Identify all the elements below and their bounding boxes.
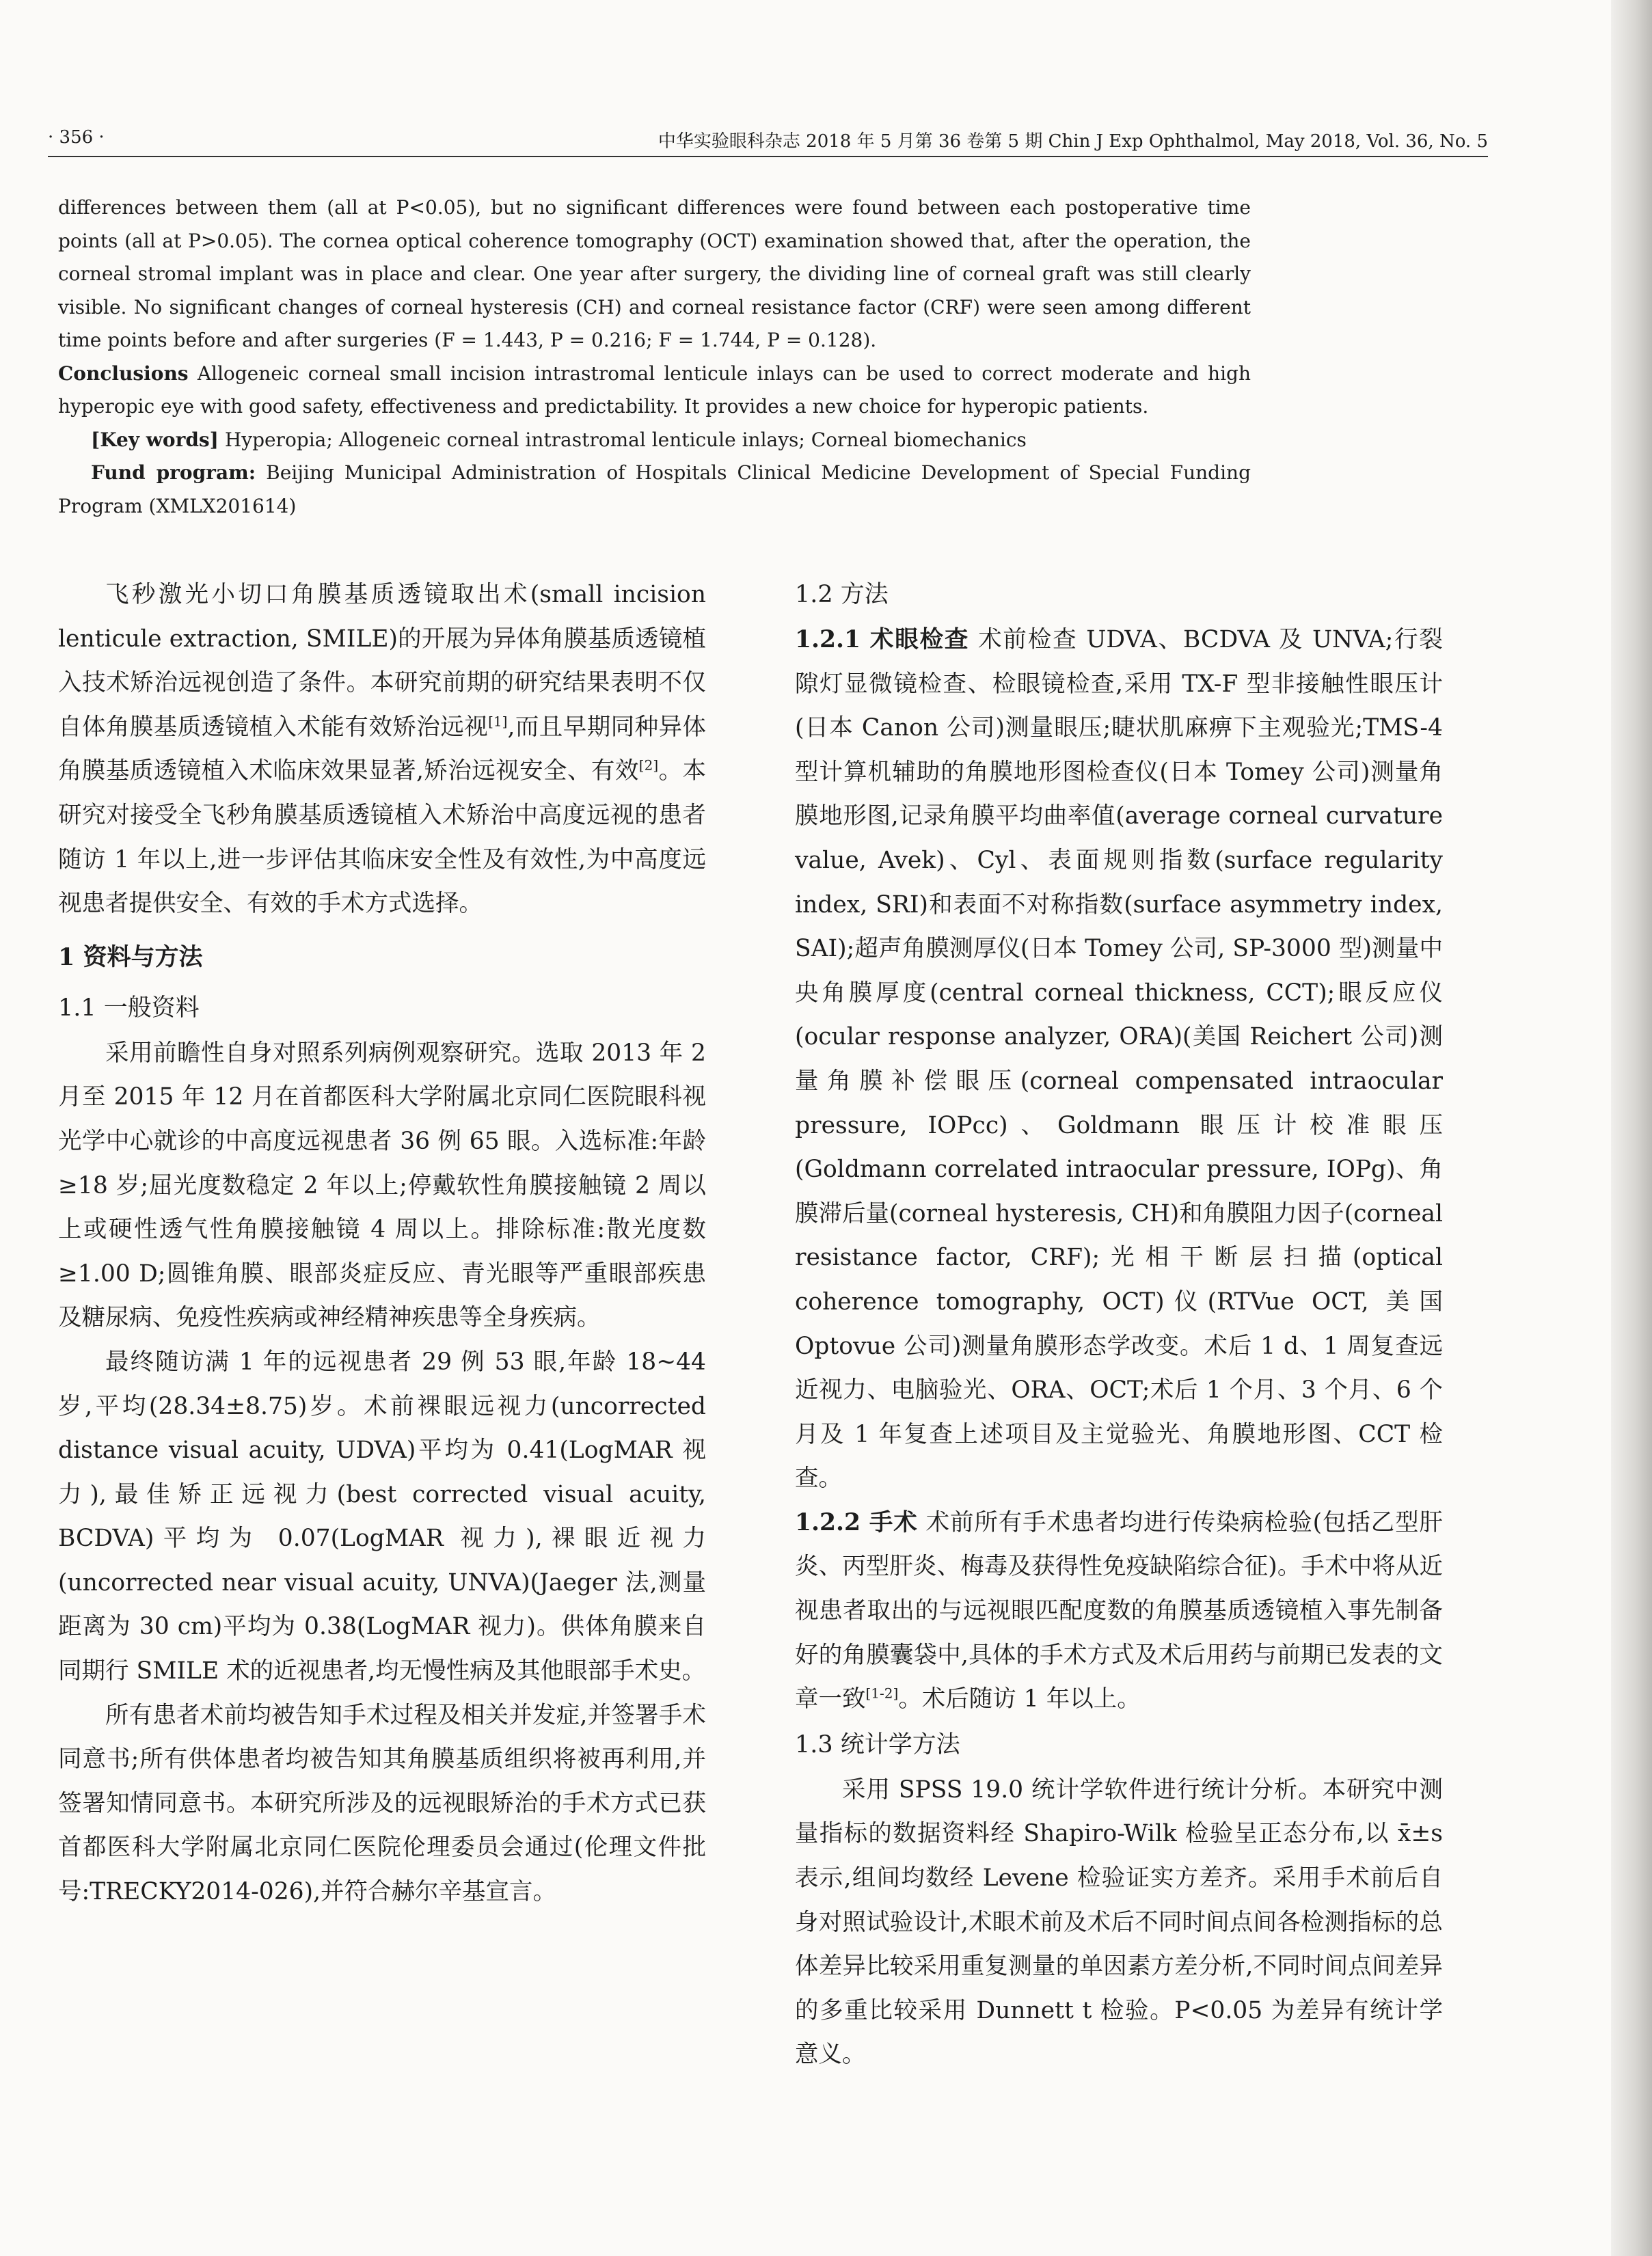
english-abstract — [58, 191, 1251, 523]
subsection-statistics: 1.3 统计学方法 — [795, 1730, 960, 1758]
eye-exam-text: 术前检查 UDVA、BCDVA 及 UNVA;行裂隙灯显微镜检查、检眼镜检查,采用 TX-F 型非接触性眼压计(日本 Canon 公司)测量眼压;睫状肌麻痹下主观验光;TMS-4 型计算机辅助的角膜地形图检查仪(日本 Tomey 公司)测量角膜地形图,记录角膜平均曲率值(average corneal curvature value, Avek)、Cyl、表面规则指数(surface regularity index, SRI)和表面不对称指数(surface asymmetry index, SAI);超声角膜测厚仪(日本 Tomey 公司, SP-3000 型)测量中央角膜厚度(central corneal thickness, CCT);眼反应仪(ocular response analyzer, ORA)(美国 Reichert 公司)测量角膜补偿眼压(corneal compensated intraocular pressure, IOPcc)、Goldmann 眼压计校准眼压(Goldmann correlated intraocular pressure, IOPg)、角膜滞后量(corneal hysteresis, CH)和角膜阻力因子(corneal resistance factor, CRF);光相干断层扫描(optical coherence tomography, OCT)仪(RTVue OCT, 美国 Optovue 公司)测量角膜形态学改变。术后 1 d、1 周复查远近视力、电脑验光、ORA、OCT;术后 1 个月、3 个月、6 个月及 1 年复查上述项目及主觉验光、角膜地形图、CCT 检查。 — [795, 626, 1443, 1493]
abstract-conclusions — [58, 357, 1251, 424]
keywords-label: [Key words] — [91, 428, 219, 451]
conclusions-text: Allogeneic corneal small incision intrastromal lenticule inlays can be used to correct moderate and high hyperopic eye with good safety, effectiveness and predictability. It provides a new choice for hyperopic patients. — [58, 362, 1251, 418]
surgery-paragraph — [795, 1501, 1443, 1722]
general-info-paragraph-2: 最终随访满 1 年的远视患者 29 例 53 眼,年龄 18~44 岁,平均(28.34±8.75)岁。术前裸眼远视力(uncorrected distance visual acuity, UDVA)平均为 0.41(LogMAR 视力),最佳矫正远视力(best corrected visual acuity, BCDVA)平均为 0.07(LogMAR 视力),裸眼近视力(uncorrected near visual acuity, UNVA)(Jaeger 法,测量距离为 30 cm)平均为 0.38(LogMAR 视力)。供体角膜来自同期行 SMILE 术的近视患者,均无慢性病及其他眼部手术史。 — [58, 1348, 706, 1685]
journal-citation: 中华实验眼科杂志 2018 年 5 月第 36 卷第 5 期 Chin J Exp Ophthalmol, May 2018, Vol. 36, No. 5 — [658, 131, 1488, 152]
intro-paragraph — [58, 573, 706, 926]
intro-text-c: 。本研究对接受全飞秒角膜基质透镜植入术矫治中高度远视的患者随访 1 年以上,进一步评估其临床安全性及有效性,为中高度远视患者提供安全、有效的手术方式选择。 — [58, 757, 707, 918]
page-spine-shadow — [1611, 0, 1652, 2256]
citation-2: [2] — [638, 757, 659, 774]
citation-1-2: [1-2] — [865, 1685, 899, 1702]
surgery-text-a: 术前所有手术患者均进行传染病检验(包括乙型肝炎、丙型肝炎、梅毒及获得性免疫缺陷综合征)。手术中将从近视患者取出的与远视眼匹配度数的角膜基质透镜植入事先制备好的角膜囊袋中,具体的手术方式及术后用药与前期已发表的文章一致 — [795, 1508, 1443, 1713]
intro-text-a: 飞秒激光小切口角膜基质透镜取出术(small incision lenticule extraction, SMILE)的开展为异体角膜基质透镜植入技术矫治远视创造了条件。本研究前期的研究结果表明不仅自体角膜基质透镜植入术能有效矫治远视 — [58, 581, 706, 741]
conclusions-label: Conclusions — [58, 362, 189, 385]
fund-text: Beijing Municipal Administration of Hospitals Clinical Medicine Development of Special Funding Program (XMLX201614) — [58, 461, 1251, 517]
fund-label: Fund program: — [91, 461, 256, 484]
citation-1: [1] — [488, 713, 508, 730]
eye-exam-heading: 1.2.1 术眼检查 — [795, 626, 970, 653]
subsection-methods: 1.2 方法 — [795, 581, 889, 608]
right-column — [795, 573, 1443, 2077]
abstract-results-continued: differences between them (all at P<0.05), but no significant differences were found between each postoperative time points (all at P>0.05). The cornea optical coherence tomography (OCT) examination showed that, after the operation, the corneal stromal implant was in place and clear. One year after surgery, the dividing line of corneal graft was still clearly visible. No significant changes of corneal hysteresis (CH) and corneal resistance factor (CRF) were seen among different time points before and after surgeries (F = 1.443, P = 0.216; F = 1.744, P = 0.128). — [58, 196, 1251, 351]
keywords-text: Hyperopia; Allogeneic corneal intrastromal lenticule inlays; Corneal biomechanics — [224, 428, 1027, 451]
section-heading-methods: 1 资料与方法 — [58, 942, 203, 971]
general-info-paragraph-1: 采用前瞻性自身对照系列病例观察研究。选取 2013 年 2 月至 2015 年 12 月在首都医科大学附属北京同仁医院眼科视光学中心就诊的中高度远视患者 36 例 65 眼。入选标准:年龄≥18 岁;屈光度数稳定 2 年以上;停戴软性角膜接触镜 2 周以上或硬性透气性角膜接触镜 4 周以上。排除标准:散光度数≥1.00 D;圆锥角膜、眼部炎症反应、青光眼等严重眼部疾患及糖尿病、免疫性疾病或神经精神疾患等全身疾病。 — [58, 1039, 706, 1332]
statistics-paragraph: 采用 SPSS 19.0 统计学软件进行统计分析。本研究中测量指标的数据资料经 Shapiro-Wilk 检验呈正态分布,以 x̄±s 表示,组间均数经 Levene 检验证实方差齐。采用手术前后自身对照试验设计,术眼术前及术后不同时间点间各检测指标的总体差异比较采用重复测量的单因素方差分析,不同时间点间差异的多重比较采用 Dunnett t 检验。P<0.05 为差异有统计学意义。 — [795, 1776, 1443, 2069]
abstract-fund — [58, 457, 1251, 523]
running-header — [48, 127, 1488, 157]
intro-text-b: ,而且早期同种异体角膜基质透镜植入术临床效果显著,矫治远视安全、有效 — [58, 713, 706, 785]
left-column — [58, 573, 706, 1914]
general-info-paragraph-3: 所有患者术前均被告知手术过程及相关并发症,并签署手术同意书;所有供体患者均被告知其角膜基质组织将被再利用,并签署知情同意书。本研究所涉及的远视眼矫治的手术方式已获首都医科大学附属北京同仁医院伦理委员会通过(伦理文件批号:TRECKY2014-026),并符合赫尔辛基宣言。 — [58, 1701, 706, 1906]
eye-exam-paragraph — [795, 618, 1443, 1501]
surgery-text-b: 。术后随访 1 年以上。 — [898, 1685, 1141, 1713]
subsection-general-info: 1.1 一般资料 — [58, 994, 200, 1022]
surgery-heading: 1.2.2 手术 — [795, 1508, 918, 1536]
abstract-keywords — [58, 424, 1251, 457]
page-number: · 356 · — [48, 127, 105, 148]
